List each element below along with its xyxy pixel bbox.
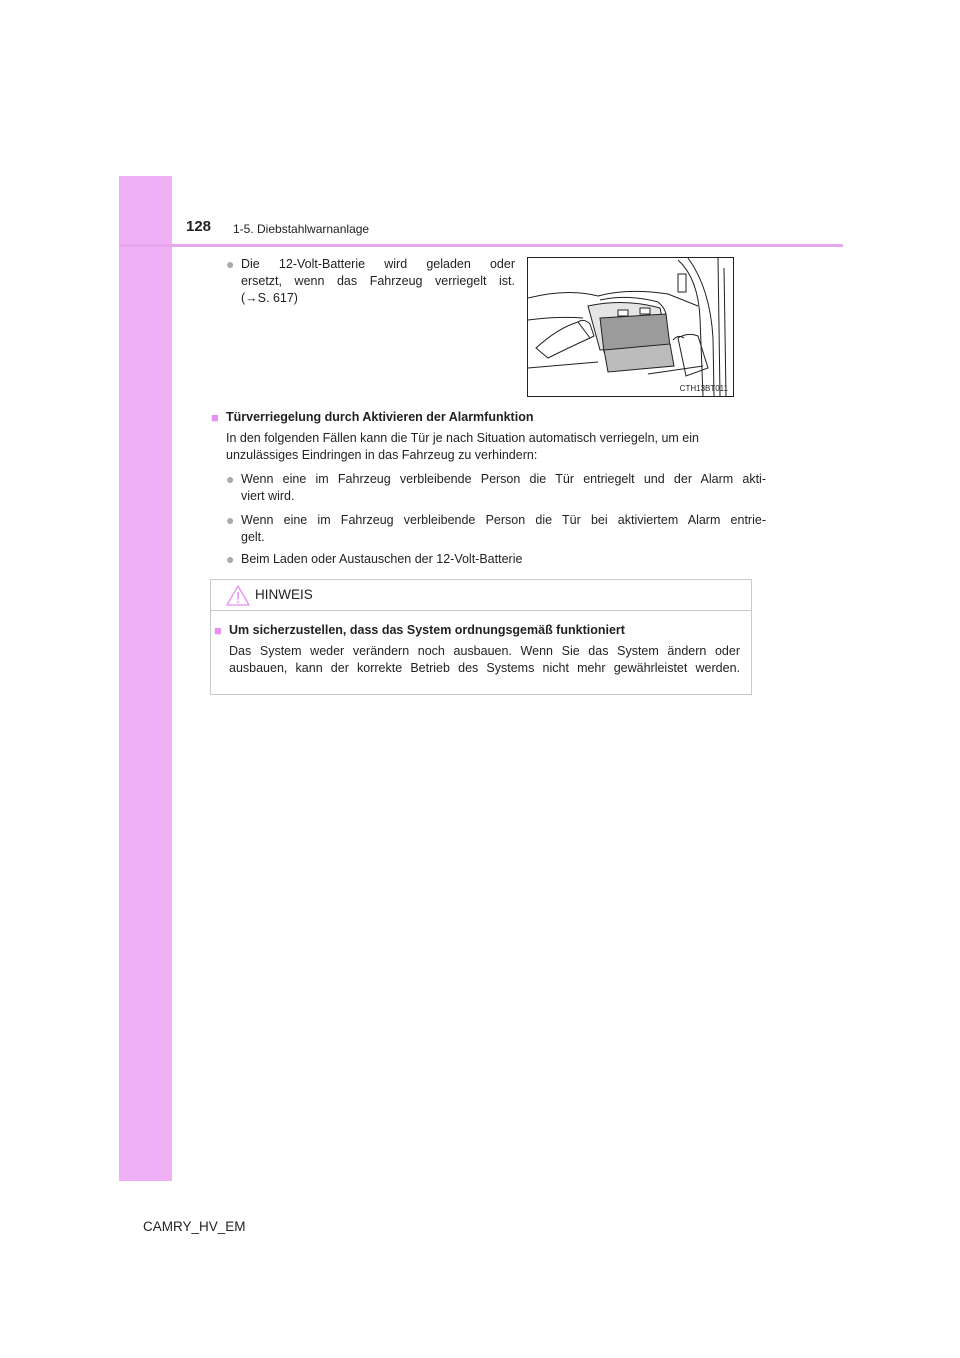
header-rule — [119, 244, 843, 247]
square-bullet-icon: ■ — [211, 410, 219, 425]
model-code: CAMRY_HV_EM — [143, 1219, 246, 1234]
list-item — [226, 551, 766, 568]
intro-bullet — [226, 256, 515, 307]
bullet-icon: ● — [226, 512, 235, 528]
intro-line-2: ersetzt, wenn das Fahrzeug verriegelt ist. — [241, 274, 515, 288]
chapter-sidebar — [119, 176, 172, 1181]
list-item-line-1: Wenn eine im Fahrzeug verbleibende Person die Tür bei aktiviertem Alarm entrie- — [241, 513, 766, 527]
section-heading: ■ Türverriegelung durch Aktivieren der Alarmfunktion — [211, 410, 534, 425]
figure-code: CTH13BT011 — [679, 384, 728, 393]
intro-line-1: Die 12-Volt-Batterie wird geladen oder — [241, 257, 515, 271]
list-item-line-1: Wenn eine im Fahrzeug verbleibende Person die Tür entriegelt und der Alarm akti- — [241, 472, 766, 486]
section-intro — [226, 430, 751, 464]
battery-drawing — [528, 258, 733, 396]
list-item-line-2: viert wird. — [241, 489, 295, 503]
page-number: 128 — [186, 218, 212, 235]
square-bullet-icon: ■ — [214, 623, 222, 638]
section-intro-line-2: unzulässiges Eindringen in das Fahrzeug zu verhindern: — [226, 448, 538, 462]
notice-title: HINWEIS — [255, 587, 313, 602]
warning-triangle-icon — [226, 585, 250, 606]
notice-line-2: ausbauen, kann der korrekte Betrieb des Systems nicht mehr gewährleistet werden. — [229, 661, 740, 675]
notice-text — [229, 643, 740, 677]
bullet-icon: ● — [226, 471, 235, 487]
section-title: 1-5. Diebstahlwarnanlage — [233, 222, 370, 236]
notice-header — [211, 580, 751, 611]
section-intro-line-1: In den folgenden Fällen kann die Tür je nach Situation automatisch verriegeln, um ein — [226, 431, 699, 445]
notice-heading: ■ Um sicherzustellen, dass das System ordnungsgemäß funktioniert — [214, 623, 625, 638]
list-item-line-2: gelt. — [241, 530, 265, 544]
intro-line-3: (→S. 617) — [241, 291, 298, 305]
list-item-line-1: Beim Laden oder Austauschen der 12-Volt-Batterie — [241, 552, 523, 566]
list-item — [226, 471, 766, 505]
list-item — [226, 512, 766, 546]
notice-line-1: Das System weder verändern noch ausbauen. Wenn Sie das System ändern oder — [229, 644, 740, 658]
bullet-icon: ● — [226, 551, 235, 567]
bullet-icon: ● — [226, 256, 235, 272]
notice-box — [210, 579, 752, 695]
battery-illustration — [527, 257, 734, 397]
